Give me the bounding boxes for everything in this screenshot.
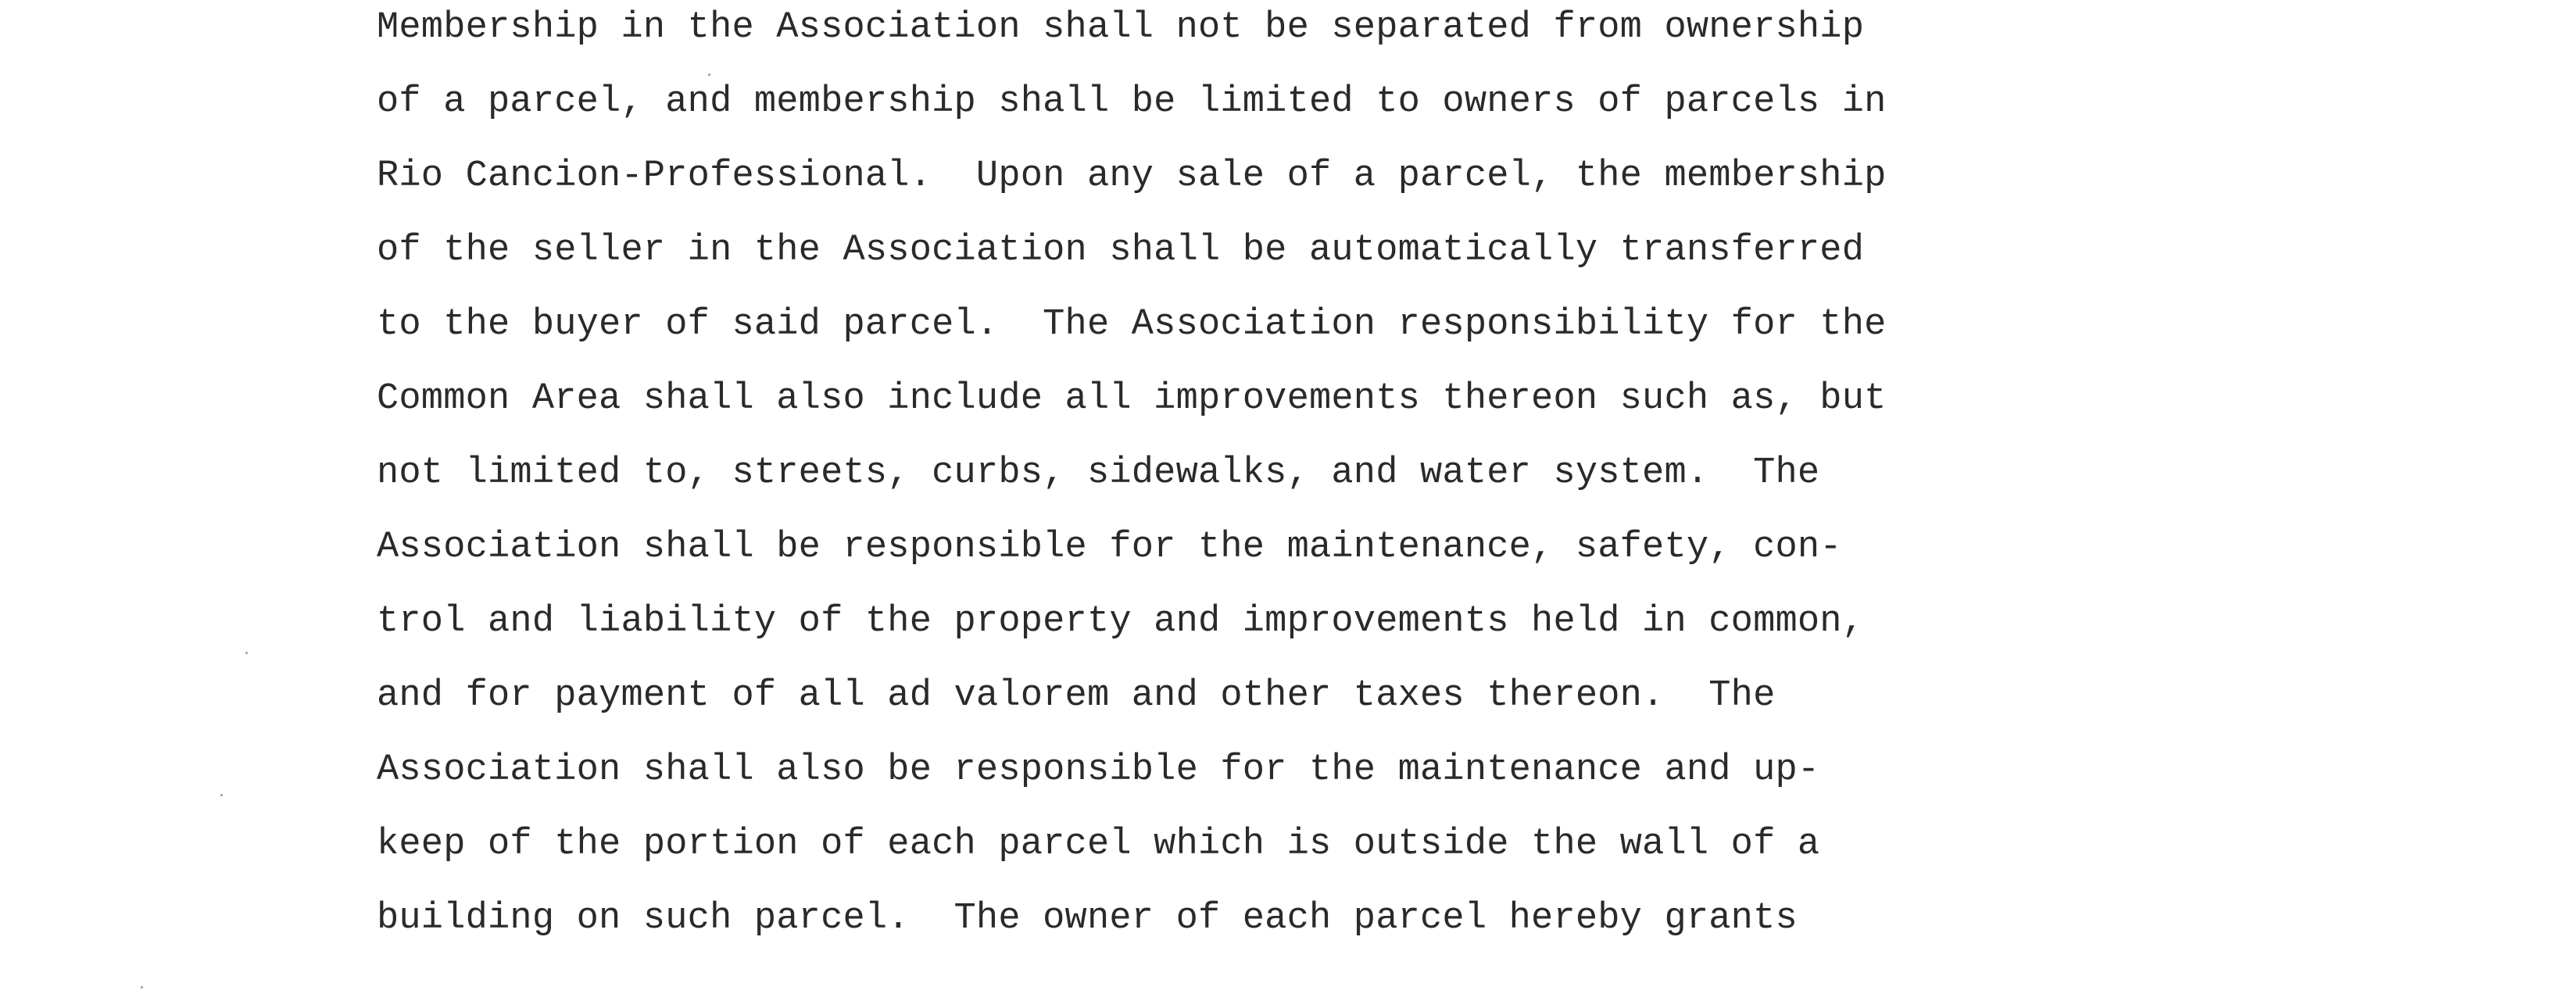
text-line: building on such parcel. The owner of each parcel hereby grants [377, 898, 1798, 939]
text-line: of the seller in the Association shall be automatically transferred [377, 230, 1865, 271]
text-line: Membership in the Association shall not be separated from ownership [377, 7, 1865, 48]
scan-speck [141, 986, 143, 989]
text-line: Association shall be responsible for the maintenance, safety, con- [377, 527, 1842, 568]
scan-speck [708, 73, 710, 76]
text-line: keep of the portion of each parcel which is outside the wall of a [377, 824, 1820, 865]
text-line: to the buyer of said parcel. The Association responsibility for the [377, 304, 1887, 345]
text-line: Association shall also be responsible for the maintenance and up- [377, 749, 1820, 791]
text-line: not limited to, streets, curbs, sidewalks, and water system. The [377, 452, 1820, 494]
scan-speck [220, 794, 223, 796]
text-line: Common Area shall also include all improvements thereon such as, but [377, 378, 1887, 420]
text-line: of a parcel, and membership shall be limited to owners of parcels in [377, 81, 1887, 123]
text-line: Rio Cancion-Professional. Upon any sale of a parcel, the membership [377, 156, 1887, 197]
text-line: and for payment of all ad valorem and other taxes thereon. The [377, 675, 1776, 717]
text-line: trol and liability of the property and improvements held in common, [377, 601, 1865, 642]
scan-speck [245, 652, 248, 654]
